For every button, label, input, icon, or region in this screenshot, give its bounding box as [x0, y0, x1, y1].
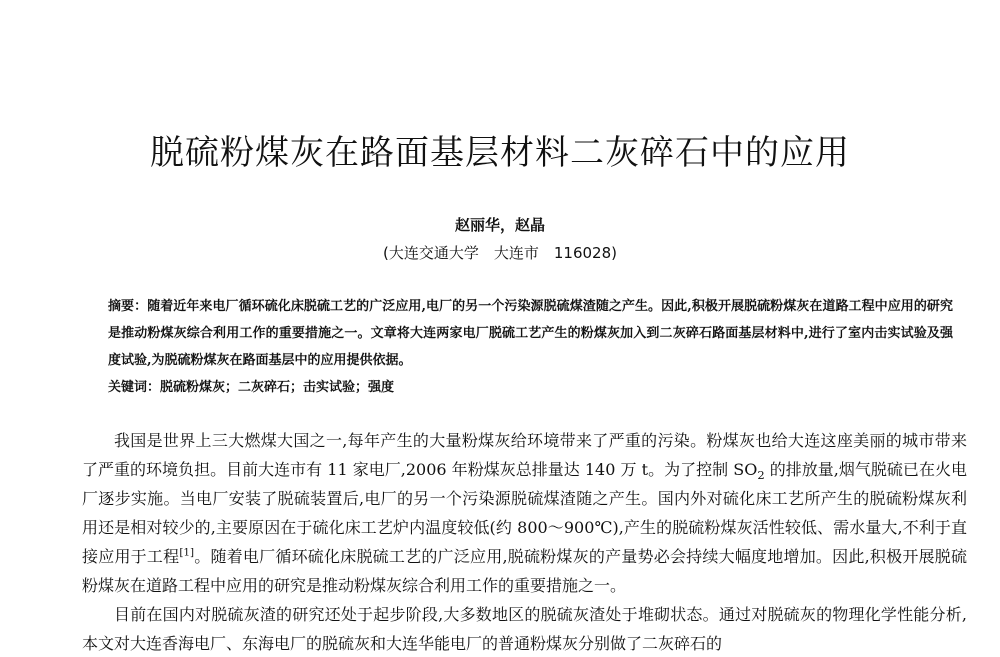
body-p1-part3: 。随着电厂循环硫化床脱硫工艺的广泛应用,脱硫粉煤灰的产量势必会持续大幅度地增加。因此,积极开展脱硫粉煤灰在道路工程中应用的研究是推动粉煤灰综合利用工作的重要措施之一。 [82, 547, 967, 595]
so2-subscript: 2 [757, 468, 765, 483]
keywords-colon: ： [147, 380, 161, 395]
body-paragraph-1 [82, 426, 967, 600]
body-paragraph-2: 目前在国内对脱硫灰渣的研究还处于起步阶段,大多数地区的脱硫灰渣处于堆砌状态。通过对脱硫灰的物理化学性能分析,本文对大连香海电厂、东海电厂的脱硫灰和大连华能电厂的普通粉煤灰分别做了二灰碎石的 [82, 605, 967, 653]
body-p1-part2: 的排放量,烟气脱硫已在火电厂逐步实施。当电厂安装了脱硫装置后,电厂的另一个污染源脱硫煤渣随之产生。国内外对硫化床工艺所产生的脱硫粉煤灰利用还是相对较少的,主要原因在于硫化床工艺炉内温度较低(约 800～900℃),产生的脱硫粉煤灰活性较低、需水量大,不利于直接应用于工程 [82, 460, 967, 566]
abstract [108, 293, 953, 374]
body-p1-part1: 我国是世界上三大燃煤大国之一,每年产生的大量粉煤灰给环境带来了严重的污染。粉煤灰也给大连这座美丽的城市带来了严重的环境负担。目前大连市有 11 家电厂,2006 年粉煤灰总排量达 140 万 t。为了控制 SO [82, 431, 967, 479]
authors-line: 赵丽华，赵晶 [454, 216, 545, 234]
paper-title: 脱硫粉煤灰在路面基层材料二灰碎石中的应用 [150, 132, 850, 173]
body-text [82, 426, 967, 657]
citation-ref: [1] [179, 546, 195, 559]
abstract-colon: ： [134, 299, 148, 314]
keywords [108, 374, 953, 401]
abstract-label: 摘要 [108, 299, 135, 314]
keywords-text: 脱硫粉煤灰；二灰碎石；击实试验；强度 [160, 380, 395, 395]
abstract-text: 随着近年来电厂循环硫化床脱硫工艺的广泛应用,电厂的另一个污染源脱硫煤渣随之产生。因此,积极开展脱硫粉煤灰在道路工程中应用的研究是推动粉煤灰综合利用工作的重要措施之一。文章将大连两家电厂脱硫工艺产生的粉煤灰加入到二灰碎石路面基层材料中,进行了室内击实试验及强度试验,为脱硫粉煤灰在路面基层中的应用提供依据。 [108, 299, 953, 368]
keywords-label: 关键词 [108, 380, 148, 395]
affiliation-line: (大连交通大学 大连市 116028) [383, 244, 617, 262]
